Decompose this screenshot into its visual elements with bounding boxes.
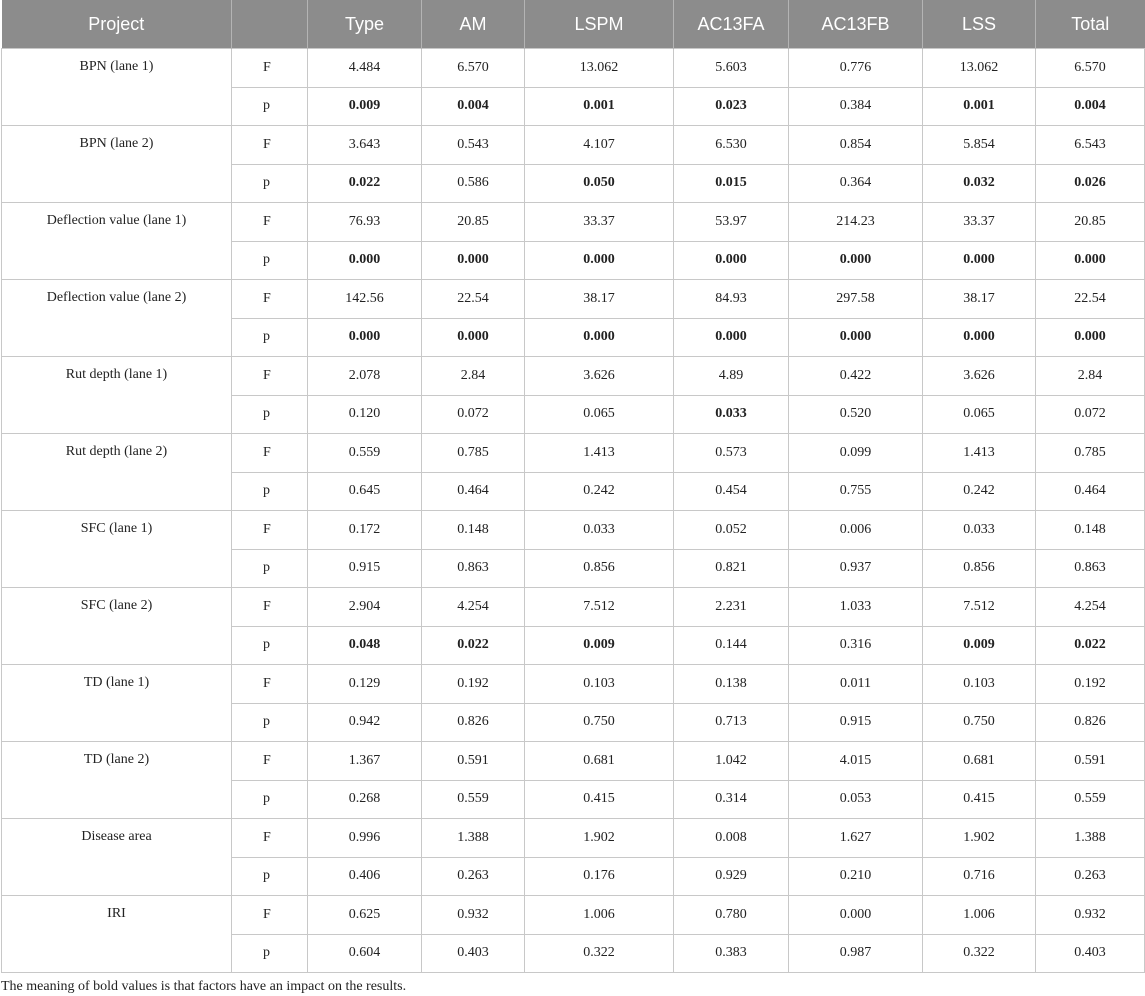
value-cell: 0.072 — [422, 395, 525, 434]
header-lspm: LSPM — [525, 0, 674, 49]
value-cell: 0.000 — [923, 318, 1036, 357]
value-cell: 0.750 — [923, 703, 1036, 742]
value-cell: 0.780 — [674, 896, 789, 935]
value-cell: 0.048 — [308, 626, 422, 665]
value-cell: 0.316 — [789, 626, 923, 665]
header-project: Project — [2, 0, 232, 49]
project-cell: SFC (lane 1) — [2, 511, 232, 588]
value-cell: 0.099 — [789, 434, 923, 473]
table-row — [2, 819, 1145, 858]
table-row — [2, 511, 1145, 550]
stat-cell: p — [232, 87, 308, 126]
project-cell: Rut depth (lane 1) — [2, 357, 232, 434]
value-cell: 0.785 — [1036, 434, 1145, 473]
value-cell: 0.138 — [674, 665, 789, 704]
value-cell: 53.97 — [674, 203, 789, 242]
value-cell: 13.062 — [525, 49, 674, 88]
value-cell: 5.854 — [923, 126, 1036, 165]
table-row — [2, 896, 1145, 935]
table-row — [2, 357, 1145, 396]
value-cell: 4.254 — [1036, 588, 1145, 627]
stat-cell: p — [232, 626, 308, 665]
value-cell: 2.84 — [1036, 357, 1145, 396]
value-cell: 0.032 — [923, 164, 1036, 203]
value-cell: 0.591 — [422, 742, 525, 781]
value-cell: 1.006 — [923, 896, 1036, 935]
value-cell: 84.93 — [674, 280, 789, 319]
header-am: AM — [422, 0, 525, 49]
value-cell: 4.015 — [789, 742, 923, 781]
value-cell: 0.716 — [923, 857, 1036, 896]
stat-cell: p — [232, 164, 308, 203]
value-cell: 0.192 — [1036, 665, 1145, 704]
value-cell: 0.000 — [674, 241, 789, 280]
value-cell: 0.591 — [1036, 742, 1145, 781]
stat-cell: p — [232, 780, 308, 819]
value-cell: 0.929 — [674, 857, 789, 896]
value-cell: 0.559 — [308, 434, 422, 473]
value-cell: 1.413 — [923, 434, 1036, 473]
value-cell: 0.033 — [923, 511, 1036, 550]
project-cell: TD (lane 1) — [2, 665, 232, 742]
value-cell: 0.242 — [923, 472, 1036, 511]
stat-cell: p — [232, 549, 308, 588]
value-cell: 0.009 — [308, 87, 422, 126]
value-cell: 38.17 — [923, 280, 1036, 319]
value-cell: 3.626 — [525, 357, 674, 396]
value-cell: 7.512 — [525, 588, 674, 627]
value-cell: 0.713 — [674, 703, 789, 742]
value-cell: 0.050 — [525, 164, 674, 203]
stat-cell: p — [232, 857, 308, 896]
value-cell: 0.915 — [789, 703, 923, 742]
stat-cell: F — [232, 434, 308, 473]
value-cell: 6.570 — [422, 49, 525, 88]
value-cell: 0.000 — [789, 241, 923, 280]
value-cell: 0.464 — [422, 472, 525, 511]
value-cell: 0.022 — [308, 164, 422, 203]
value-cell: 0.103 — [525, 665, 674, 704]
value-cell: 0.129 — [308, 665, 422, 704]
value-cell: 0.464 — [1036, 472, 1145, 511]
header-type: Type — [308, 0, 422, 49]
value-cell: 0.559 — [422, 780, 525, 819]
value-cell: 0.604 — [308, 934, 422, 973]
value-cell: 0.072 — [1036, 395, 1145, 434]
value-cell: 0.000 — [422, 318, 525, 357]
stat-cell: F — [232, 588, 308, 627]
stat-cell: F — [232, 742, 308, 781]
value-cell: 4.107 — [525, 126, 674, 165]
table-body — [2, 49, 1145, 973]
table-row — [2, 126, 1145, 165]
value-cell: 0.755 — [789, 472, 923, 511]
table-row — [2, 665, 1145, 704]
value-cell: 1.006 — [525, 896, 674, 935]
value-cell: 0.015 — [674, 164, 789, 203]
value-cell: 5.603 — [674, 49, 789, 88]
value-cell: 0.009 — [923, 626, 1036, 665]
value-cell: 0.148 — [422, 511, 525, 550]
value-cell: 0.645 — [308, 472, 422, 511]
stat-cell: F — [232, 896, 308, 935]
stat-cell: p — [232, 703, 308, 742]
value-cell: 7.512 — [923, 588, 1036, 627]
table-row — [2, 742, 1145, 781]
value-cell: 0.210 — [789, 857, 923, 896]
value-cell: 0.559 — [1036, 780, 1145, 819]
value-cell: 0.573 — [674, 434, 789, 473]
table-footnote: The meaning of bold values is that factors have an impact on the results. — [1, 979, 407, 994]
value-cell: 4.484 — [308, 49, 422, 88]
value-cell: 22.54 — [422, 280, 525, 319]
value-cell: 0.821 — [674, 549, 789, 588]
value-cell: 0.314 — [674, 780, 789, 819]
value-cell: 0.384 — [789, 87, 923, 126]
value-cell: 0.364 — [789, 164, 923, 203]
value-cell: 0.826 — [422, 703, 525, 742]
value-cell: 0.263 — [1036, 857, 1145, 896]
value-cell: 2.231 — [674, 588, 789, 627]
stat-cell: F — [232, 49, 308, 88]
value-cell: 2.84 — [422, 357, 525, 396]
value-cell: 0.268 — [308, 780, 422, 819]
project-cell: BPN (lane 2) — [2, 126, 232, 203]
value-cell: 0.006 — [789, 511, 923, 550]
value-cell: 33.37 — [923, 203, 1036, 242]
value-cell: 0.033 — [674, 395, 789, 434]
value-cell: 0.586 — [422, 164, 525, 203]
value-cell: 0.022 — [422, 626, 525, 665]
project-cell: Deflection value (lane 2) — [2, 280, 232, 357]
header-ac13fa: AC13FA — [674, 0, 789, 49]
value-cell: 0.001 — [923, 87, 1036, 126]
value-cell: 0.242 — [525, 472, 674, 511]
value-cell: 1.413 — [525, 434, 674, 473]
table-row — [2, 203, 1145, 242]
table-row — [2, 588, 1145, 627]
value-cell: 0.543 — [422, 126, 525, 165]
stat-cell: F — [232, 203, 308, 242]
value-cell: 0.854 — [789, 126, 923, 165]
stat-cell: F — [232, 280, 308, 319]
value-cell: 0.000 — [923, 241, 1036, 280]
table-row — [2, 280, 1145, 319]
value-cell: 0.937 — [789, 549, 923, 588]
header-lss: LSS — [923, 0, 1036, 49]
value-cell: 0.403 — [1036, 934, 1145, 973]
value-cell: 0.932 — [1036, 896, 1145, 935]
value-cell: 0.403 — [422, 934, 525, 973]
value-cell: 0.856 — [525, 549, 674, 588]
value-cell: 0.008 — [674, 819, 789, 858]
value-cell: 1.902 — [525, 819, 674, 858]
value-cell: 1.388 — [422, 819, 525, 858]
stat-cell: F — [232, 126, 308, 165]
value-cell: 1.033 — [789, 588, 923, 627]
value-cell: 0.001 — [525, 87, 674, 126]
anova-table — [1, 0, 1145, 973]
value-cell: 0.022 — [1036, 626, 1145, 665]
value-cell: 1.367 — [308, 742, 422, 781]
value-cell: 0.000 — [308, 241, 422, 280]
value-cell: 142.56 — [308, 280, 422, 319]
value-cell: 0.263 — [422, 857, 525, 896]
value-cell: 0.322 — [923, 934, 1036, 973]
stat-cell: F — [232, 357, 308, 396]
value-cell: 0.415 — [525, 780, 674, 819]
value-cell: 4.254 — [422, 588, 525, 627]
value-cell: 3.626 — [923, 357, 1036, 396]
value-cell: 1.627 — [789, 819, 923, 858]
value-cell: 0.176 — [525, 857, 674, 896]
value-cell: 0.144 — [674, 626, 789, 665]
value-cell: 0.681 — [525, 742, 674, 781]
project-cell: Deflection value (lane 1) — [2, 203, 232, 280]
value-cell: 1.042 — [674, 742, 789, 781]
value-cell: 0.383 — [674, 934, 789, 973]
value-cell: 0.023 — [674, 87, 789, 126]
value-cell: 0.863 — [422, 549, 525, 588]
value-cell: 0.000 — [422, 241, 525, 280]
value-cell: 0.625 — [308, 896, 422, 935]
value-cell: 0.000 — [674, 318, 789, 357]
value-cell: 0.520 — [789, 395, 923, 434]
value-cell: 0.000 — [308, 318, 422, 357]
value-cell: 0.422 — [789, 357, 923, 396]
value-cell: 0.065 — [923, 395, 1036, 434]
value-cell: 13.062 — [923, 49, 1036, 88]
stat-cell: F — [232, 665, 308, 704]
value-cell: 0.996 — [308, 819, 422, 858]
value-cell: 0.192 — [422, 665, 525, 704]
table-row — [2, 49, 1145, 88]
value-cell: 0.322 — [525, 934, 674, 973]
value-cell: 0.120 — [308, 395, 422, 434]
project-cell: SFC (lane 2) — [2, 588, 232, 665]
value-cell: 0.172 — [308, 511, 422, 550]
stat-cell: p — [232, 318, 308, 357]
value-cell: 0.863 — [1036, 549, 1145, 588]
value-cell: 1.902 — [923, 819, 1036, 858]
value-cell: 214.23 — [789, 203, 923, 242]
value-cell: 0.009 — [525, 626, 674, 665]
value-cell: 0.000 — [789, 318, 923, 357]
project-cell: BPN (lane 1) — [2, 49, 232, 126]
value-cell: 0.987 — [789, 934, 923, 973]
value-cell: 1.388 — [1036, 819, 1145, 858]
value-cell: 0.406 — [308, 857, 422, 896]
value-cell: 0.033 — [525, 511, 674, 550]
value-cell: 0.785 — [422, 434, 525, 473]
value-cell: 0.856 — [923, 549, 1036, 588]
value-cell: 20.85 — [422, 203, 525, 242]
stat-cell: p — [232, 241, 308, 280]
value-cell: 3.643 — [308, 126, 422, 165]
header-stat — [232, 0, 308, 49]
value-cell: 76.93 — [308, 203, 422, 242]
stat-cell: p — [232, 395, 308, 434]
value-cell: 0.776 — [789, 49, 923, 88]
value-cell: 6.570 — [1036, 49, 1145, 88]
value-cell: 297.58 — [789, 280, 923, 319]
header-row — [2, 0, 1145, 49]
value-cell: 0.454 — [674, 472, 789, 511]
value-cell: 0.681 — [923, 742, 1036, 781]
value-cell: 33.37 — [525, 203, 674, 242]
header-ac13fb: AC13FB — [789, 0, 923, 49]
value-cell: 0.004 — [1036, 87, 1145, 126]
value-cell: 22.54 — [1036, 280, 1145, 319]
value-cell: 0.011 — [789, 665, 923, 704]
value-cell: 0.750 — [525, 703, 674, 742]
value-cell: 0.103 — [923, 665, 1036, 704]
value-cell: 0.000 — [1036, 241, 1145, 280]
project-cell: Disease area — [2, 819, 232, 896]
project-cell: Rut depth (lane 2) — [2, 434, 232, 511]
value-cell: 0.004 — [422, 87, 525, 126]
value-cell: 2.078 — [308, 357, 422, 396]
value-cell: 0.052 — [674, 511, 789, 550]
project-cell: TD (lane 2) — [2, 742, 232, 819]
value-cell: 0.026 — [1036, 164, 1145, 203]
value-cell: 0.942 — [308, 703, 422, 742]
value-cell: 0.000 — [1036, 318, 1145, 357]
value-cell: 0.000 — [525, 318, 674, 357]
value-cell: 0.148 — [1036, 511, 1145, 550]
value-cell: 4.89 — [674, 357, 789, 396]
value-cell: 0.053 — [789, 780, 923, 819]
stat-cell: p — [232, 934, 308, 973]
stat-cell: F — [232, 819, 308, 858]
value-cell: 0.826 — [1036, 703, 1145, 742]
value-cell: 0.000 — [789, 896, 923, 935]
table-row — [2, 434, 1145, 473]
value-cell: 0.065 — [525, 395, 674, 434]
stat-cell: F — [232, 511, 308, 550]
value-cell: 0.000 — [525, 241, 674, 280]
value-cell: 0.932 — [422, 896, 525, 935]
stat-cell: p — [232, 472, 308, 511]
value-cell: 20.85 — [1036, 203, 1145, 242]
value-cell: 6.543 — [1036, 126, 1145, 165]
header-total: Total — [1036, 0, 1145, 49]
value-cell: 2.904 — [308, 588, 422, 627]
value-cell: 38.17 — [525, 280, 674, 319]
value-cell: 6.530 — [674, 126, 789, 165]
value-cell: 0.915 — [308, 549, 422, 588]
value-cell: 0.415 — [923, 780, 1036, 819]
project-cell: IRI — [2, 896, 232, 973]
